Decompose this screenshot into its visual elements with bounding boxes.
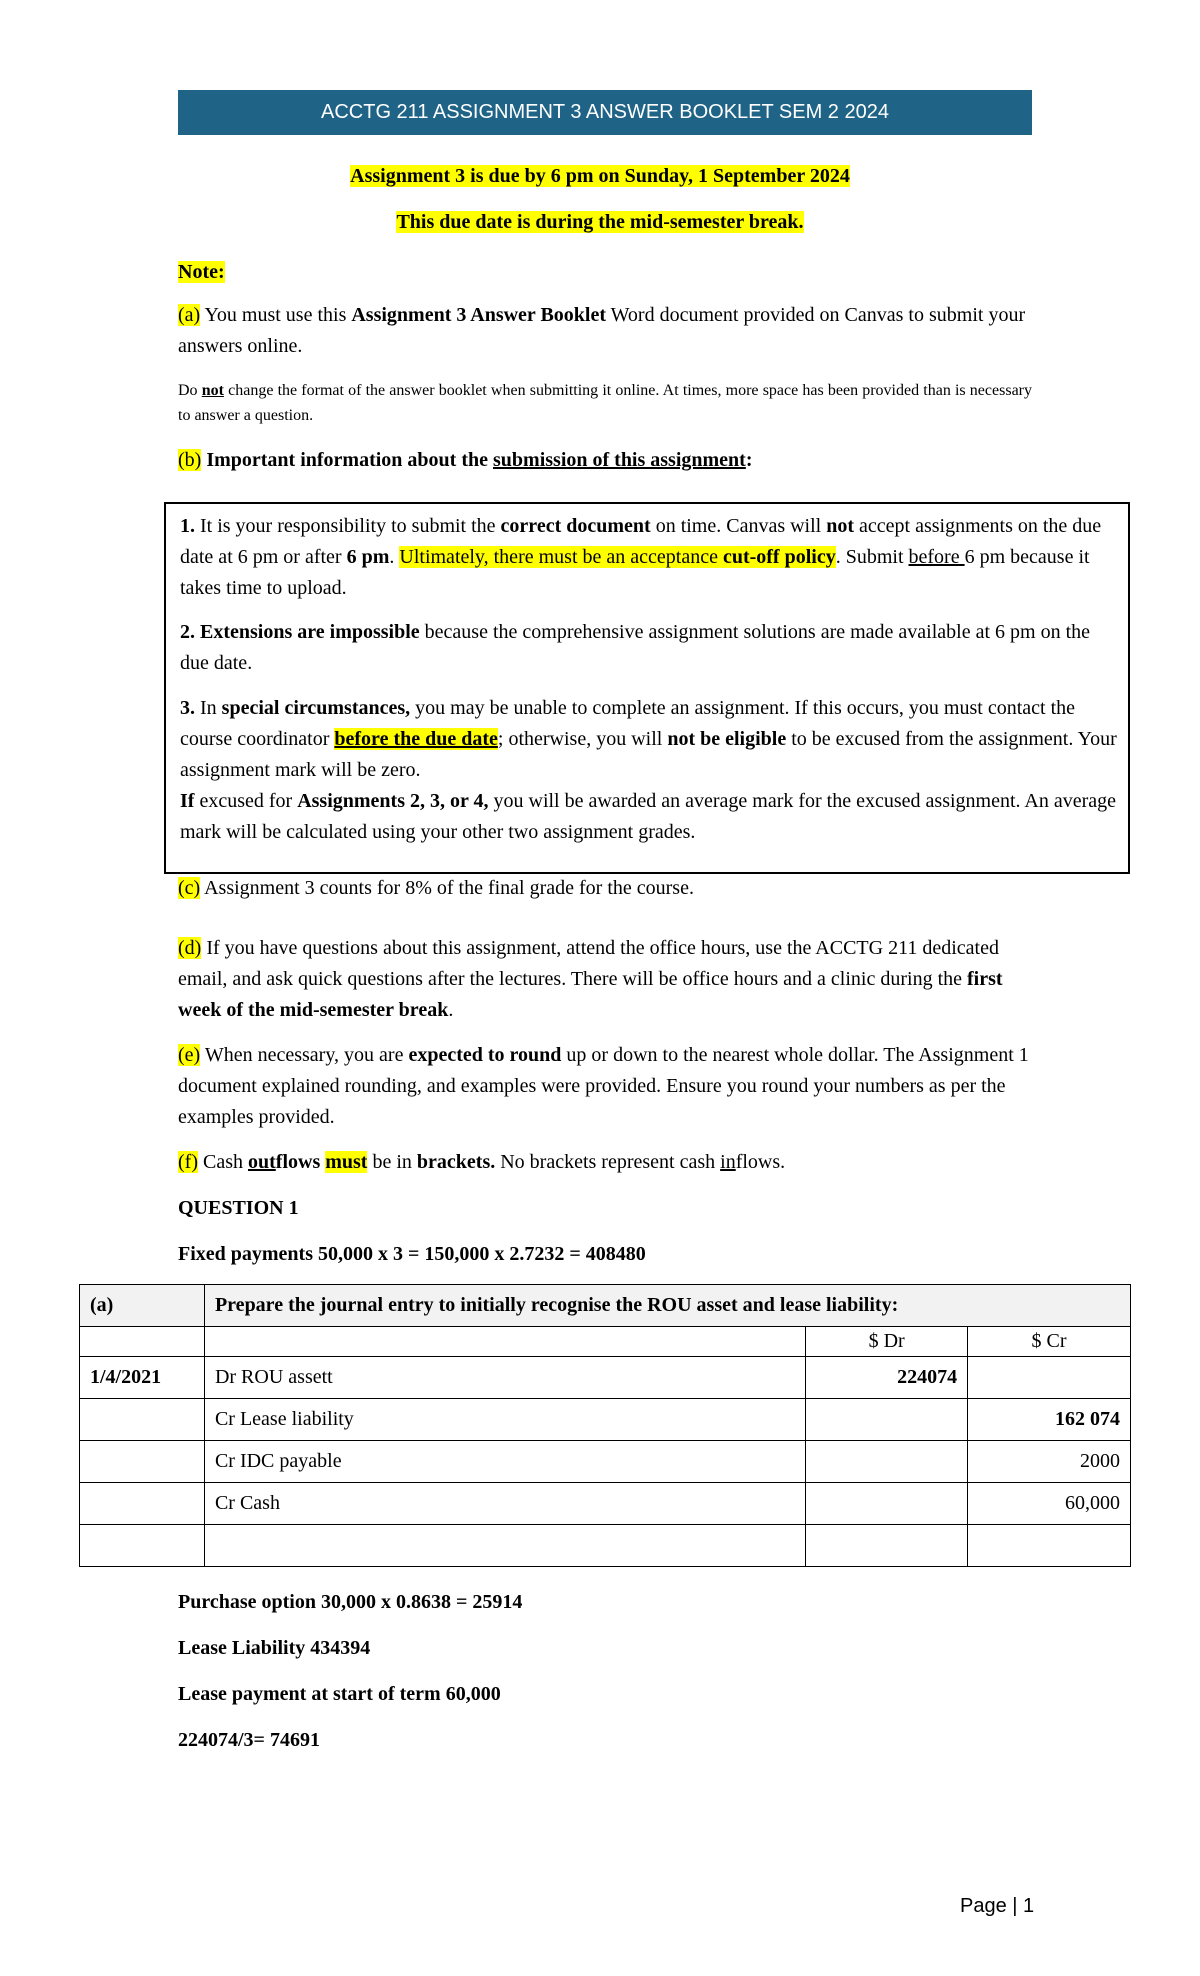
entry-cr: 162 074 (968, 1399, 1131, 1441)
document-header: ACCTG 211 ASSIGNMENT 3 ANSWER BOOKLET SEM 2 2024 (178, 90, 1032, 135)
table-part-label: (a) (80, 1285, 205, 1327)
entry-date (80, 1483, 205, 1525)
entry-date (80, 1441, 205, 1483)
note-c (178, 873, 1032, 904)
box-item-3-bold-1: special circumstances, (221, 697, 411, 719)
cr-column-header: $ Cr (968, 1327, 1131, 1357)
note-a-text-2: Word document provided on Canvas to submit your answers online. (178, 304, 1026, 357)
box-item-3-highlight: before the due date (334, 728, 498, 750)
note-a (178, 300, 1032, 362)
table-heading: Prepare the journal entry to initially recognise the ROU asset and lease liability: (204, 1285, 1130, 1327)
entry-cr (968, 1357, 1131, 1399)
entry-date (80, 1399, 205, 1441)
note-e-text-1: When necessary, you are (200, 1044, 409, 1066)
note-f-text-1: Cash (197, 1151, 248, 1173)
box-item-2-text: because the comprehensive assignment solutions are made available at 6 pm on the due date. (180, 621, 1091, 674)
note-b-text-2: : (745, 449, 753, 471)
table-row (80, 1357, 1131, 1399)
note-d-tag: (d) (178, 937, 202, 959)
note-a-tag: (a) (178, 304, 201, 326)
table-heading-row (80, 1285, 1131, 1327)
box-item-3-text-2: you may be unable to complete an assignment. If this occurs, you must contact the course coordinator (180, 697, 1076, 750)
note-f-in: in (720, 1151, 736, 1173)
box-item-1-text-1: It is your responsibility to submit the (195, 515, 501, 537)
note-d (178, 933, 1032, 1026)
table-column-head-row (80, 1327, 1131, 1357)
box-item-4-bold-2: Assignments 2, 3, or 4, (297, 790, 489, 812)
fixed-payments-working: Fixed payments 50,000 x 3 = 150,000 x 2.7232 = 408480 (178, 1243, 646, 1265)
box-item-1-number: 1. (180, 515, 195, 537)
format-text-1: Do (178, 382, 202, 399)
note-f-out: out (247, 1151, 276, 1173)
box-item-1-bold-2: not (826, 515, 855, 537)
box-item-3-number: 3. (180, 697, 195, 719)
mid-semester-text: This due date is during the mid-semester break. (396, 211, 804, 233)
box-item-1-text-5: . Submit (835, 546, 909, 568)
dr-column-header: $ Dr (806, 1327, 968, 1357)
entry-dr (806, 1525, 968, 1567)
entry-cr: 60,000 (968, 1483, 1131, 1525)
box-item-2-bold: 2. Extensions are impossible (180, 621, 420, 643)
box-item-3-text-3: ; otherwise, you will (497, 728, 668, 750)
note-d-bold: first week of the mid-semester break (178, 968, 1003, 1021)
note-d-text-2: . (448, 999, 454, 1021)
entry-account (204, 1525, 805, 1567)
working-lease-liability: Lease Liability 434394 (178, 1637, 371, 1659)
note-f-tag: (f) (178, 1151, 198, 1173)
working-lease-payment: Lease payment at start of term 60,000 (178, 1683, 501, 1705)
entry-dr (806, 1399, 968, 1441)
table-cell-empty (80, 1327, 205, 1357)
note-e (178, 1040, 1032, 1133)
note-b (178, 445, 1032, 476)
box-item-4 (180, 786, 1120, 848)
entry-date: 1/4/2021 (80, 1357, 205, 1399)
box-item-1-underlined: before (908, 546, 965, 568)
note-b-tag: (b) (178, 449, 202, 471)
entry-dr: 224074 (806, 1357, 968, 1399)
entry-cr: 2000 (968, 1441, 1131, 1483)
box-item-1-highlight-2: cut-off policy (722, 546, 836, 568)
table-row (80, 1483, 1131, 1525)
box-item-3-text-1: In (195, 697, 222, 719)
note-c-text: Assignment 3 counts for 8% of the final grade for the course. (200, 877, 694, 899)
note-c-tag: (c) (178, 877, 201, 899)
note-a-bold: Assignment 3 Answer Booklet (351, 304, 607, 326)
format-note (178, 378, 1032, 428)
box-item-1-bold-1: correct document (500, 515, 651, 537)
due-date-line (0, 165, 1200, 188)
due-date-text: Assignment 3 is due by 6 pm on Sunday, 1 September 2024 (350, 165, 850, 187)
box-item-1-highlight-1: Ultimately, there must be an acceptance (399, 546, 723, 568)
box-item-4-bold-1: If (180, 790, 195, 812)
note-d-text-1: If you have questions about this assignment, attend the office hours, use the ACCTG 211 dedicated email, and ask quick questions after the lectures. There will be office hours and a clinic during the (178, 937, 999, 990)
entry-account: Dr ROU assett (204, 1357, 805, 1399)
box-item-1-text-3: accept assignments on the due date at 6 pm or after (180, 515, 1102, 568)
working-division: 224074/3= 74691 (178, 1729, 320, 1751)
format-not: not (201, 382, 224, 399)
box-item-3-bold-2: not be eligible (667, 728, 787, 750)
table-row (80, 1399, 1131, 1441)
table-row (80, 1441, 1131, 1483)
note-b-underlined: submission of this assignment (493, 449, 746, 471)
box-item-3-text-4: to be excused from the assignment. Your assignment mark will be zero. (180, 728, 1117, 781)
box-item-2 (180, 617, 1120, 679)
note-f-must: must (325, 1151, 368, 1173)
box-item-4-text-1: excused for (194, 790, 298, 812)
box-item-1-text-6: 6 pm because it takes time to upload. (180, 546, 1090, 599)
note-f-text-4: No brackets represent cash (495, 1151, 721, 1173)
entry-cr (968, 1525, 1131, 1567)
entry-account: Cr Cash (204, 1483, 805, 1525)
box-item-1-bold-3: 6 pm (346, 546, 390, 568)
note-b-text-1: Important information about the (201, 449, 493, 471)
mid-semester-line (0, 211, 1200, 234)
page-number: Page | 1 (960, 1895, 1035, 1917)
box-item-1 (180, 511, 1120, 604)
note-f-text-5: flows. (735, 1151, 786, 1173)
entry-account: Cr IDC payable (204, 1441, 805, 1483)
box-item-1-text-2: on time. Canvas will (650, 515, 827, 537)
table-cell-empty (204, 1327, 805, 1357)
note-f (178, 1147, 1032, 1178)
entry-date (80, 1525, 205, 1567)
note-f-flows: flows (275, 1151, 326, 1173)
note-f-text-3: be in (367, 1151, 417, 1173)
note-e-text-2: up or down to the nearest whole dollar. The Assignment 1 document explained rounding, and examples were provided. Ensure you round your numbers as per the examples provided. (178, 1044, 1029, 1128)
note-e-bold: expected to round (408, 1044, 562, 1066)
entry-dr (806, 1441, 968, 1483)
note-e-tag: (e) (178, 1044, 201, 1066)
journal-entry-table (79, 1284, 1131, 1567)
format-text-2: change the format of the answer booklet when submitting it online. At times, more space has been provided than is necessary to answer a question. (178, 382, 1032, 424)
working-purchase-option: Purchase option 30,000 x 0.8638 = 25914 (178, 1591, 523, 1613)
question-1-title: QUESTION 1 (178, 1197, 299, 1219)
note-a-text-1: You must use this (200, 304, 352, 326)
box-item-4-text-2: you will be awarded an average mark for the excused assignment. An average mark will be calculated using your other two assignment grades. (180, 790, 1117, 843)
note-f-brackets: brackets. (416, 1151, 496, 1173)
note-heading (178, 257, 1032, 288)
submission-info-box (164, 502, 1130, 874)
table-row (80, 1525, 1131, 1567)
entry-account: Cr Lease liability (204, 1399, 805, 1441)
box-item-3 (180, 693, 1120, 786)
entry-dr (806, 1483, 968, 1525)
box-item-1-text-4: . (389, 546, 400, 568)
note-label: Note: (178, 261, 225, 283)
